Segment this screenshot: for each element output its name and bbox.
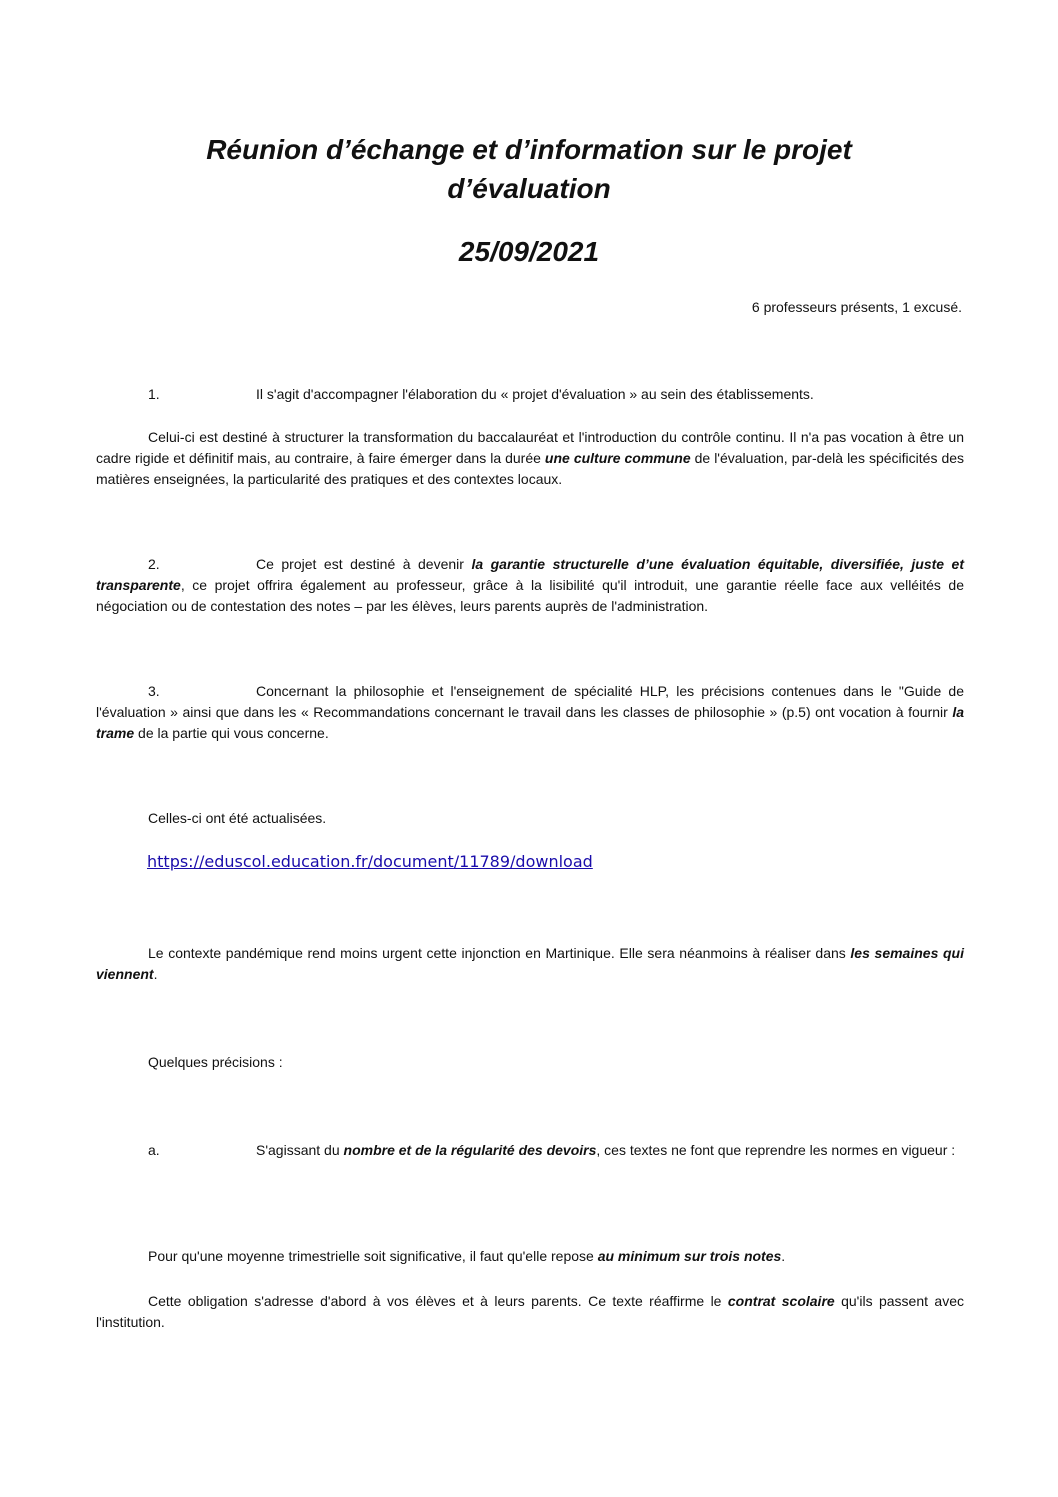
section-2 xyxy=(96,554,964,617)
obligation-text-end: qu'ils passent avec l'institution. xyxy=(96,1293,964,1330)
context-paragraph xyxy=(96,943,964,985)
section-2-text: Ce projet est destiné à devenir xyxy=(256,556,472,572)
average-paragraph xyxy=(96,1246,964,1267)
document-title-line1: Réunion d’échange et d’information sur le projet xyxy=(206,134,852,165)
section-1-number: 1. xyxy=(148,386,160,402)
section-2-number: 2. xyxy=(148,556,160,572)
eduscol-download-link[interactable]: https://eduscol.education.fr/document/11789/download xyxy=(147,852,593,871)
obligation-paragraph xyxy=(96,1291,964,1333)
section-1-body-text-end: de l'évaluation, par-delà les spécificités des matières enseignées, la particularité des pratiques et des contextes locaux. xyxy=(96,450,965,487)
section-a-emphasis: nombre et de la régularité des devoirs xyxy=(343,1142,597,1158)
section-a-text-end: , ces textes ne font que reprendre les normes en vigueur : xyxy=(596,1142,956,1158)
average-emphasis: au minimum sur trois notes xyxy=(597,1248,782,1264)
section-3-text: Concernant la philosophie et l'enseignement de spécialité HLP, les précisions contenues dans le "Guide de l'évaluation » ainsi que dans les « Recommandations concernant le travail dans les classes de philosophie » (p.5) ont vocation à fournir xyxy=(96,683,964,720)
context-text: Le contexte pandémique rend moins urgent cette injonction en Martinique. Elle sera néanmoins à réaliser dans xyxy=(148,945,851,961)
section-1-body xyxy=(96,427,964,490)
precisions-heading: Quelques précisions : xyxy=(148,1054,283,1070)
section-a-letter: a. xyxy=(148,1142,160,1158)
obligation-emphasis: contrat scolaire xyxy=(727,1293,835,1309)
section-1-body-text: Celui-ci est destiné à structurer la transformation du baccalauréat et l'introduction du contrôle continu. Il n'a pas vocation à être un cadre rigide et définitif mais, au contraire, à faire émerger dans la durée xyxy=(96,429,964,466)
section-3 xyxy=(96,681,964,744)
average-text-end: . xyxy=(781,1248,786,1264)
meeting-date: 25/09/2021 xyxy=(458,236,600,267)
section-3-emphasis: la trame xyxy=(96,704,964,741)
attendance-note: 6 professeurs présents, 1 excusé. xyxy=(751,299,962,315)
context-text-end: . xyxy=(153,966,158,982)
section-1-body-emphasis: une culture commune xyxy=(544,450,691,466)
updated-note: Celles-ci ont été actualisées. xyxy=(148,810,327,826)
document-title-line2: d’évaluation xyxy=(447,173,611,204)
section-1-text: Il s'agit d'accompagner l'élaboration du « projet d'évaluation » au sein des établissements. xyxy=(256,386,814,402)
section-a xyxy=(96,1140,964,1161)
average-text: Pour qu'une moyenne trimestrielle soit significative, il faut qu'elle repose xyxy=(148,1248,598,1264)
section-3-number: 3. xyxy=(148,683,160,699)
context-emphasis: les semaines qui viennent xyxy=(96,945,964,982)
section-1 xyxy=(96,384,964,405)
obligation-text: Cette obligation s'adresse d'abord à vos élèves et à leurs parents. Ce texte réaffirme le xyxy=(148,1293,728,1309)
section-3-text-end: de la partie qui vous concerne. xyxy=(134,725,329,741)
section-2-emphasis: la garantie structurelle d’une évaluation équitable, diversifiée, juste et transparente xyxy=(96,556,964,593)
section-2-text-end: , ce projet offrira également au professeur, grâce à la lisibilité qu'il introduit, une garantie réelle face aux velléités de négociation ou de contestation des notes – par les élèves, leurs parents auprès de l'administration. xyxy=(96,577,964,614)
section-a-text: S'agissant du xyxy=(256,1142,344,1158)
